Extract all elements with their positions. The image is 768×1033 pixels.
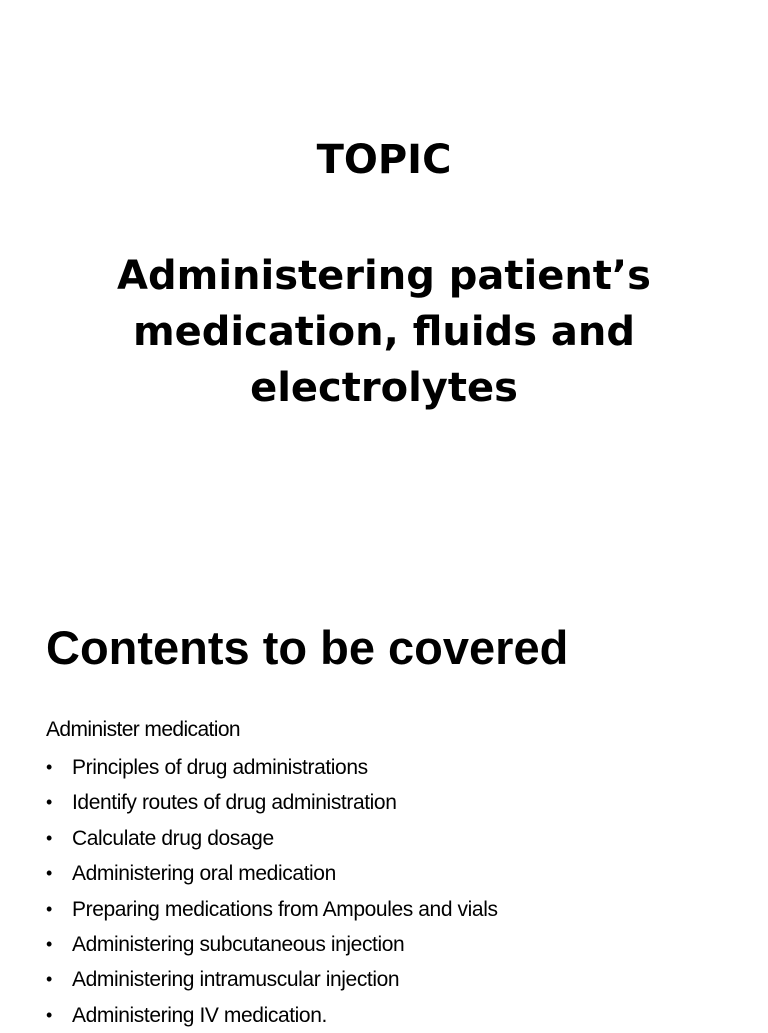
contents-heading: Contents to be covered bbox=[46, 621, 569, 674]
bullet-icon: • bbox=[46, 792, 52, 813]
topic-title-line: medication, fluids and bbox=[132, 309, 636, 355]
bullet-icon: • bbox=[46, 933, 52, 954]
topic-title bbox=[84, 248, 684, 416]
list-item-text: Identify routes of drug administration bbox=[72, 791, 397, 815]
list-item bbox=[46, 785, 746, 820]
bullet-icon: • bbox=[46, 757, 52, 777]
topic-title-line: Administering patient’s bbox=[117, 253, 651, 299]
topic-heading: TOPIC bbox=[316, 137, 452, 183]
list-item bbox=[46, 856, 746, 891]
bullet-icon: • bbox=[46, 863, 52, 884]
list-item-text: Calculate drug dosage bbox=[72, 826, 274, 850]
list-item bbox=[46, 750, 746, 785]
section-label: Administer medication bbox=[46, 718, 240, 741]
contents-slide bbox=[0, 590, 768, 1027]
topic-title-line: electrolytes bbox=[250, 365, 518, 411]
list-item bbox=[46, 927, 746, 962]
list-item-text: Preparing medications from Ampoules and vials bbox=[72, 897, 498, 921]
bullet-icon: • bbox=[46, 827, 52, 848]
list-item bbox=[46, 892, 746, 927]
list-item-text: Administering intramuscular injection bbox=[72, 968, 400, 992]
list-item-text: Administering oral medication bbox=[72, 862, 336, 886]
bullet-list bbox=[46, 750, 746, 1033]
bullet-icon: • bbox=[46, 969, 52, 990]
list-item bbox=[46, 998, 746, 1033]
list-item bbox=[46, 821, 746, 856]
bullet-icon: • bbox=[46, 1004, 52, 1025]
list-item-text: Administering IV medication. bbox=[72, 1003, 327, 1027]
list-item-text: Administering subcutaneous injection bbox=[72, 932, 405, 956]
list-item-text: Principles of drug administrations bbox=[72, 756, 368, 779]
list-item bbox=[46, 962, 746, 997]
bullet-icon: • bbox=[46, 898, 52, 919]
